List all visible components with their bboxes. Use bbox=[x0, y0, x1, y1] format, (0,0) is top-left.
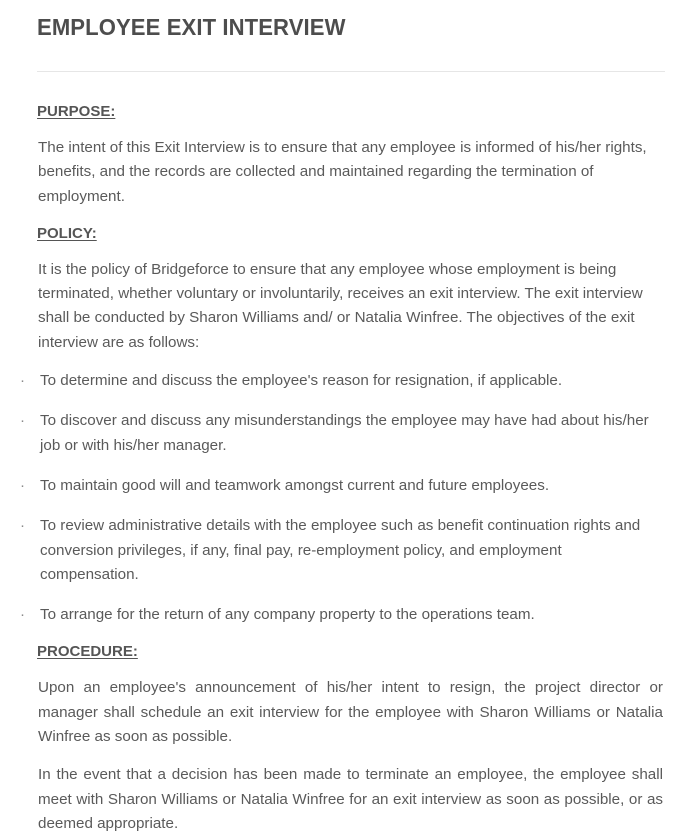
spacer bbox=[0, 123, 700, 136]
bullet-dot-icon: · bbox=[20, 412, 25, 430]
section-purpose bbox=[0, 101, 700, 209]
list-item-label: To maintain good will and teamwork amongst current and future employees. bbox=[40, 476, 550, 494]
list-item-label: To determine and discuss the employee's reason for resignation, if applicable. bbox=[40, 372, 563, 390]
paragraph-purpose-1: The intent of this Exit Interview is to ensure that any employee is informed of his/her rights, benefits, and the records are collected and maintained regarding the termination of employment. bbox=[38, 139, 647, 205]
list-item-label: To review administrative details with the employee such as benefit continuation rights and conversion privileges, if any, final pay, re-employment policy, and employment compensation. bbox=[40, 517, 641, 583]
list-item bbox=[0, 409, 700, 458]
list-item bbox=[0, 514, 700, 587]
paragraph-procedure-1: Upon an employee's announcement of his/her intent to resign, the project director or manager shall schedule an exit interview for the employee with Sharon Williams or Natalia Winfree as soon as possible. bbox=[38, 679, 663, 746]
list-item bbox=[0, 603, 700, 627]
list-item bbox=[0, 369, 700, 393]
spacer bbox=[0, 355, 700, 369]
list-item bbox=[0, 474, 700, 498]
paragraph-procedure-2: In the event that a decision has been made to terminate an employee, the employee shall meet with Sharon Williams or Natalia Winfree for an exit interview as soon as possible, or as deemed appropriate. bbox=[38, 766, 663, 832]
bullet-dot-icon: · bbox=[20, 606, 25, 624]
spacer bbox=[0, 749, 700, 763]
title-divider bbox=[37, 71, 665, 72]
section-heading-policy: POLICY: bbox=[37, 224, 97, 242]
list-item-label: To discover and discuss any misunderstandings the employee may have had about his/her job or with his/her manager. bbox=[40, 412, 649, 454]
list-item-label: To arrange for the return of any company property to the operations team. bbox=[40, 606, 535, 624]
section-policy bbox=[0, 223, 700, 628]
page-title: EMPLOYEE EXIT INTERVIEW bbox=[37, 14, 346, 40]
paragraph-policy-1: It is the policy of Bridgeforce to ensure that any employee whose employment is being terminated, whether voluntary or involuntarily, receives an exit interview. The exit interview shall be conducted by Sharon Williams and/ or Natalia Winfree. The objectives of the exit interview are as follows: bbox=[38, 260, 643, 351]
bullet-dot-icon: · bbox=[20, 476, 25, 494]
bullet-dot-icon: · bbox=[20, 517, 25, 535]
spacer bbox=[0, 663, 700, 676]
section-heading-procedure: PROCEDURE: bbox=[37, 643, 138, 661]
section-procedure bbox=[0, 641, 700, 836]
policy-objectives-list bbox=[0, 369, 700, 627]
spacer bbox=[0, 627, 700, 641]
bullet-dot-icon: · bbox=[20, 372, 25, 390]
spacer bbox=[0, 209, 700, 223]
document-body bbox=[0, 101, 700, 836]
section-heading-purpose: PURPOSE: bbox=[37, 103, 116, 120]
spacer bbox=[0, 245, 700, 258]
